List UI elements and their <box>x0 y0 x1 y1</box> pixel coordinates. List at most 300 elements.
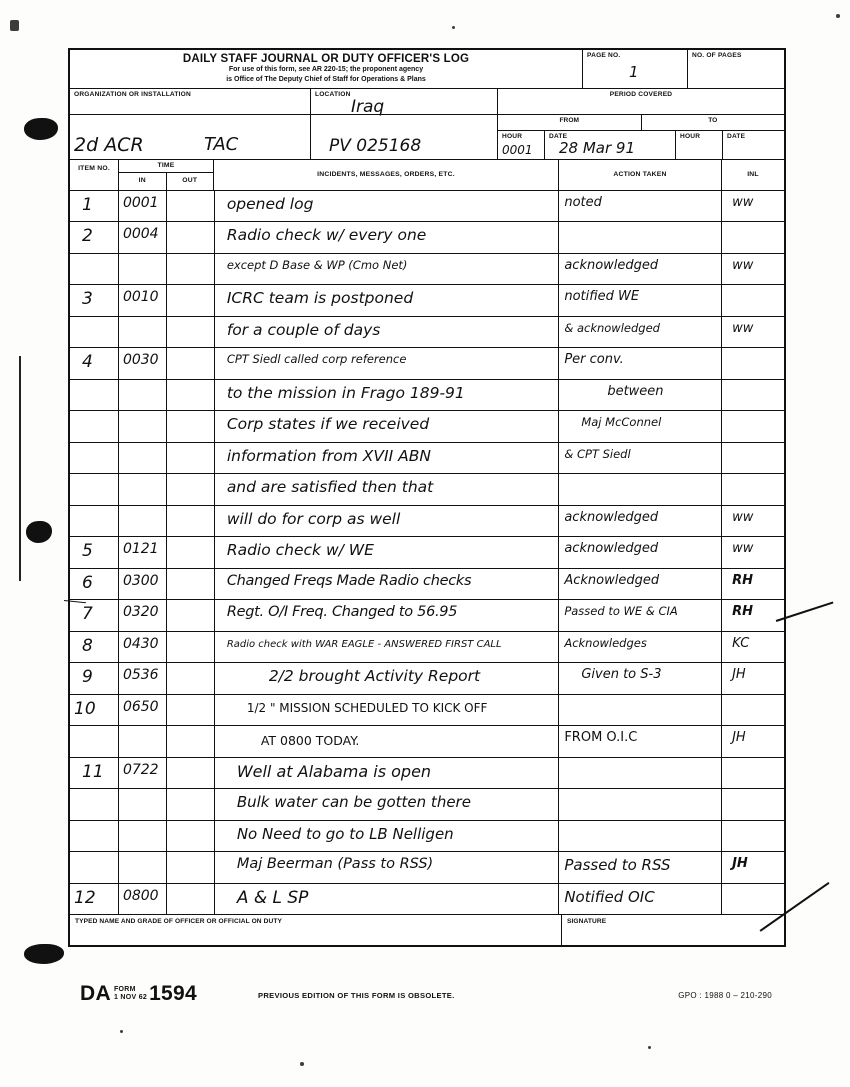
cell-action <box>559 443 722 474</box>
scan-speckle-2 <box>836 14 840 18</box>
cell-incident <box>215 821 560 852</box>
form-header-captions <box>70 89 784 115</box>
cell-time-in <box>119 600 167 631</box>
to-hour-cell <box>676 131 723 159</box>
cell-action <box>559 663 722 694</box>
item-no-value: 1 <box>82 194 93 215</box>
cell-incident <box>215 191 560 222</box>
inl-value: JH <box>732 856 748 871</box>
scan-speckle-3 <box>300 1062 304 1066</box>
table-row <box>70 317 784 349</box>
cell-item-no <box>70 191 119 222</box>
cell-time-in <box>119 317 167 348</box>
cell-action <box>559 789 722 820</box>
cell-time-in <box>119 537 167 568</box>
cell-incident <box>215 443 560 474</box>
cell-time-out <box>167 600 215 631</box>
table-row <box>70 285 784 317</box>
cell-time-in <box>119 411 167 442</box>
cell-inl <box>722 537 784 568</box>
table-row <box>70 695 784 727</box>
from-date-value: 28 Mar 91 <box>559 138 636 157</box>
cell-time-in <box>119 663 167 694</box>
inl-value: ww <box>732 509 754 525</box>
period-caption: PERIOD COVERED <box>609 91 673 98</box>
action-value: acknowledged <box>564 509 659 525</box>
period-covered <box>498 115 784 159</box>
cell-time-in <box>119 695 167 726</box>
cell-action <box>559 569 722 600</box>
inl-value: KC <box>732 635 750 651</box>
cell-time-out <box>167 884 215 915</box>
cell-inl <box>722 852 784 883</box>
time-in-value: 0010 <box>122 289 159 305</box>
scan-blot-mid-left <box>26 521 52 543</box>
item-no-value: 9 <box>82 667 93 687</box>
item-no-value: 6 <box>82 572 93 593</box>
item-no-value: 4 <box>82 352 93 372</box>
cell-time-out <box>167 254 215 285</box>
cell-time-in <box>119 726 167 757</box>
incident-value: Bulk water can be gotten there <box>236 793 471 811</box>
cell-action <box>559 411 722 442</box>
column-header-incidents: INCIDENTS, MESSAGES, ORDERS, ETC. <box>214 160 559 190</box>
typed-name-caption: TYPED NAME AND GRADE OF OFFICER OR OFFICIAL ON DUTY <box>75 918 282 925</box>
no-of-pages-caption: NO. OF PAGES <box>692 52 742 59</box>
column-header-time-subcols <box>119 173 213 190</box>
cell-action <box>559 821 722 852</box>
cell-item-no <box>70 789 119 820</box>
cell-action <box>559 726 722 757</box>
cell-item-no <box>70 474 119 505</box>
item-no-value: 5 <box>82 541 93 561</box>
cell-incident <box>215 411 560 442</box>
inl-value: ww <box>732 257 754 273</box>
cell-inl <box>722 474 784 505</box>
signature-cell <box>562 915 784 945</box>
cell-action <box>559 191 722 222</box>
item-no-value: 7 <box>82 604 93 624</box>
cell-inl <box>722 348 784 379</box>
cell-item-no <box>70 726 119 757</box>
cell-incident <box>215 285 560 316</box>
action-value: & CPT Siedl <box>564 446 631 461</box>
cell-item-no <box>70 600 119 631</box>
table-row <box>70 726 784 758</box>
form-subtitle-line1: For use of this form, see AR 220-15; the proponent agency <box>228 66 424 73</box>
org-value-secondary: TAC <box>204 133 239 155</box>
cell-action <box>559 695 722 726</box>
cell-item-no <box>70 348 119 379</box>
scan-speckle-1 <box>10 20 19 31</box>
column-header-time-label: TIME <box>119 160 213 173</box>
form-number: 1594 <box>149 982 197 1005</box>
cell-time-out <box>167 726 215 757</box>
cell-time-out <box>167 411 215 442</box>
time-in-value: 0004 <box>122 226 159 242</box>
incident-value: ICRC team is postponed <box>226 289 414 307</box>
cell-action <box>559 474 722 505</box>
cell-item-no <box>70 569 119 600</box>
incident-value: will do for corp as well <box>226 509 401 528</box>
from-hour-cell <box>498 131 545 159</box>
incident-value: for a couple of days <box>226 320 381 339</box>
cell-time-in <box>119 222 167 253</box>
cell-time-out <box>167 474 215 505</box>
incident-value: 2/2 brought Activity Report <box>268 667 481 685</box>
from-date-cell <box>545 131 676 159</box>
cell-inl <box>722 600 784 631</box>
action-value: Notified OIC <box>564 887 655 906</box>
incident-value: AT 0800 TODAY. <box>260 733 360 748</box>
incident-value: Radio check w/ WE <box>226 541 374 559</box>
table-row <box>70 663 784 695</box>
incident-value: Corp states if we received <box>226 415 430 433</box>
incident-value: Maj Beerman (Pass to RSS) <box>236 856 434 872</box>
action-value: Passed to WE & CIA <box>564 604 678 618</box>
incident-value: and are satisfied then that <box>226 478 434 496</box>
incident-value: opened log <box>226 194 314 213</box>
cell-time-out <box>167 821 215 852</box>
cell-item-no <box>70 506 119 537</box>
incident-value: Radio check with WAR EAGLE - ANSWERED FIRST CALL <box>226 638 502 650</box>
table-row <box>70 222 784 254</box>
table-row <box>70 443 784 475</box>
cell-time-out <box>167 443 215 474</box>
time-in-value: 0536 <box>122 667 159 683</box>
time-in-value: 0001 <box>122 194 159 211</box>
cell-time-in <box>119 632 167 663</box>
cell-incident <box>215 600 560 631</box>
item-no-value: 2 <box>82 226 93 246</box>
table-row <box>70 600 784 632</box>
table-row <box>70 537 784 569</box>
incident-value: except D Base & WP (Cmo Net) <box>226 257 408 272</box>
inl-value: JH <box>732 730 746 745</box>
incident-value: A & L SP <box>236 887 309 908</box>
table-row <box>70 758 784 790</box>
cell-inl <box>722 254 784 285</box>
org-value: 2d ACR <box>74 133 144 156</box>
cell-inl <box>722 789 784 820</box>
org-caption: ORGANIZATION OR INSTALLATION <box>74 91 191 98</box>
cell-time-in <box>119 852 167 883</box>
cell-item-no <box>70 663 119 694</box>
cell-inl <box>722 317 784 348</box>
time-in-value: 0320 <box>122 604 159 620</box>
incident-value: CPT Siedl called corp reference <box>226 352 407 366</box>
table-row <box>70 884 784 915</box>
cell-action <box>559 852 722 883</box>
from-hour-caption: HOUR <box>502 132 523 140</box>
cell-item-no <box>70 537 119 568</box>
column-header-out: OUT <box>182 176 198 184</box>
form-identification-line <box>68 980 782 1014</box>
cell-time-out <box>167 348 215 379</box>
cell-item-no <box>70 443 119 474</box>
form-subtitle-line2: is Office of The Deputy Chief of Staff for Operations & Plans <box>226 75 426 83</box>
cell-action <box>559 254 722 285</box>
period-caption-cell <box>498 89 784 115</box>
scan-edge-line-left <box>19 356 21 581</box>
da-label: DA <box>80 982 111 1005</box>
cell-inl <box>722 758 784 789</box>
cell-inl <box>722 285 784 316</box>
time-in-value: 0722 <box>122 761 159 778</box>
cell-action <box>559 537 722 568</box>
page-no-caption: PAGE NO. <box>587 52 621 59</box>
cell-time-in <box>119 569 167 600</box>
table-row <box>70 254 784 286</box>
to-date-caption: DATE <box>727 132 746 140</box>
typed-name-cell <box>70 915 562 945</box>
action-value: acknowledged <box>564 541 659 556</box>
cell-time-out <box>167 380 215 411</box>
inl-value: RH <box>732 572 753 588</box>
action-value: & acknowledged <box>564 320 660 335</box>
scan-speckle-4 <box>120 1030 123 1033</box>
action-value: notified WE <box>564 289 640 304</box>
period-from-to-values <box>498 131 784 159</box>
cell-item-no <box>70 821 119 852</box>
table-row <box>70 380 784 412</box>
time-in-value: 0030 <box>122 352 159 368</box>
form-header <box>70 50 784 89</box>
item-no-value: 8 <box>82 635 93 656</box>
incident-value: information from XVII ABN <box>226 446 431 465</box>
cell-inl <box>722 726 784 757</box>
column-header-action-taken: ACTION TAKEN <box>559 160 722 190</box>
to-hour-caption: HOUR <box>680 132 701 140</box>
cell-inl <box>722 884 784 915</box>
column-header-time <box>119 160 214 190</box>
cell-item-no <box>70 884 119 915</box>
table-row <box>70 348 784 380</box>
time-in-value: 0300 <box>122 572 159 589</box>
incident-value: No Need to go to LB Nelligen <box>236 824 454 843</box>
cell-time-out <box>167 537 215 568</box>
cell-time-out <box>167 789 215 820</box>
cell-item-no <box>70 852 119 883</box>
cell-action <box>559 348 722 379</box>
time-in-value: 0650 <box>122 698 159 715</box>
cell-inl <box>722 443 784 474</box>
cell-inl <box>722 569 784 600</box>
cell-incident <box>215 663 560 694</box>
cell-incident <box>215 852 560 883</box>
table-column-headers <box>70 160 784 191</box>
cell-time-in <box>119 285 167 316</box>
from-hour-value: 0001 <box>502 142 533 157</box>
cell-inl <box>722 632 784 663</box>
cell-time-out <box>167 285 215 316</box>
column-header-in: IN <box>119 173 167 190</box>
no-of-pages-cell <box>688 50 784 88</box>
cell-time-in <box>119 348 167 379</box>
cell-inl <box>722 380 784 411</box>
action-value: Acknowledged <box>564 572 660 588</box>
cell-time-in <box>119 443 167 474</box>
action-value: noted <box>564 194 602 210</box>
location-caption-cell <box>311 89 498 115</box>
form-date: 1 NOV 62 <box>113 994 148 1002</box>
cell-item-no <box>70 222 119 253</box>
cell-inl <box>722 695 784 726</box>
cell-inl <box>722 506 784 537</box>
from-caption: FROM <box>498 115 642 130</box>
cell-incident <box>215 222 560 253</box>
cell-incident <box>215 254 560 285</box>
cell-incident <box>215 726 560 757</box>
cell-item-no <box>70 285 119 316</box>
cell-time-out <box>167 852 215 883</box>
table-row <box>70 852 784 884</box>
item-no-value: 11 <box>82 761 104 782</box>
time-in-value: 0800 <box>122 887 159 904</box>
incident-value: Regt. O/I Freq. Changed to 56.95 <box>226 604 458 620</box>
cell-item-no <box>70 411 119 442</box>
action-value: between <box>607 383 664 399</box>
cell-incident <box>215 474 560 505</box>
action-value: Maj McConnel <box>581 415 662 429</box>
form-word: FORM <box>113 986 136 994</box>
cell-inl <box>722 663 784 694</box>
cell-action <box>559 317 722 348</box>
cell-time-in <box>119 789 167 820</box>
cell-time-out <box>167 317 215 348</box>
cell-action <box>559 884 722 915</box>
time-in-value: 0430 <box>122 635 159 652</box>
table-row <box>70 821 784 853</box>
cell-time-out <box>167 663 215 694</box>
scan-speckle-5 <box>648 1046 651 1049</box>
cell-time-out <box>167 569 215 600</box>
cell-action <box>559 632 722 663</box>
cell-inl <box>722 222 784 253</box>
org-value-cell <box>70 115 311 159</box>
to-caption: TO <box>708 116 718 124</box>
action-value: Per conv. <box>564 352 624 367</box>
cell-time-in <box>119 474 167 505</box>
cell-action <box>559 506 722 537</box>
cell-incident <box>215 317 560 348</box>
inl-value: JH <box>732 667 746 682</box>
cell-time-out <box>167 695 215 726</box>
log-entries <box>70 191 784 915</box>
table-row <box>70 506 784 538</box>
cell-time-in <box>119 254 167 285</box>
cell-incident <box>215 695 560 726</box>
table-row <box>70 569 784 601</box>
cell-time-in <box>119 884 167 915</box>
cell-inl <box>722 821 784 852</box>
incident-value: Radio check w/ every one <box>226 226 427 244</box>
inl-value: ww <box>732 194 754 210</box>
cell-time-out <box>167 222 215 253</box>
cell-incident <box>215 632 560 663</box>
cell-inl <box>722 191 784 222</box>
form-title-block <box>70 50 583 88</box>
cell-time-in <box>119 380 167 411</box>
cell-action <box>559 222 722 253</box>
to-date-cell <box>723 131 784 159</box>
incident-value: Changed Freqs Made Radio checks <box>226 572 472 589</box>
cell-time-in <box>119 191 167 222</box>
location-value-country: Iraq <box>351 96 385 117</box>
cell-incident <box>215 506 560 537</box>
cell-incident <box>215 537 560 568</box>
table-row <box>70 789 784 821</box>
cell-time-out <box>167 758 215 789</box>
cell-time-in <box>119 758 167 789</box>
cell-incident <box>215 758 560 789</box>
cell-item-no <box>70 695 119 726</box>
table-row <box>70 411 784 443</box>
da-form-1594 <box>68 48 786 947</box>
item-no-value: 10 <box>74 698 96 719</box>
location-value-grid: PV 025168 <box>329 135 422 156</box>
cell-action <box>559 380 722 411</box>
inl-value: ww <box>732 320 754 336</box>
cell-action <box>559 600 722 631</box>
column-header-item-no: ITEM NO. <box>70 160 119 190</box>
cell-incident <box>215 789 560 820</box>
cell-action <box>559 285 722 316</box>
cell-time-in <box>119 821 167 852</box>
scan-speckle-6 <box>452 26 455 29</box>
gpo-imprint: GPO : 1988 0 – 210-290 <box>678 991 772 1000</box>
cell-action <box>559 758 722 789</box>
signature-caption: SIGNATURE <box>567 918 607 925</box>
item-no-value: 3 <box>82 289 93 309</box>
column-header-inl: INL <box>747 170 759 178</box>
from-date-caption: DATE <box>549 132 568 140</box>
action-value: acknowledged <box>564 257 659 273</box>
item-no-value: 12 <box>74 887 96 908</box>
cell-incident <box>215 884 560 915</box>
page-no-value: 1 <box>629 63 639 81</box>
incident-value: 1/2 " MISSION SCHEDULED TO KICK OFF <box>246 700 488 715</box>
action-value: Acknowledges <box>564 635 647 650</box>
cell-time-in <box>119 506 167 537</box>
cell-item-no <box>70 632 119 663</box>
cell-inl <box>722 411 784 442</box>
da-form-number <box>80 982 197 1006</box>
action-value: Given to S-3 <box>581 667 662 682</box>
incident-value: Well at Alabama is open <box>236 761 432 781</box>
cell-incident <box>215 348 560 379</box>
incident-value: to the mission in Frago 189-91 <box>226 383 465 402</box>
form-footer <box>70 914 784 945</box>
table-row <box>70 632 784 664</box>
location-value-cell <box>311 96 498 159</box>
inl-value: RH <box>732 604 753 619</box>
time-in-value: 0121 <box>122 541 159 557</box>
cell-incident <box>215 380 560 411</box>
inl-value: ww <box>732 541 754 556</box>
form-title: DAILY STAFF JOURNAL OR DUTY OFFICER'S LOG <box>182 53 470 65</box>
previous-edition-note: PREVIOUS EDITION OF THIS FORM IS OBSOLETE. <box>258 991 455 1000</box>
table-row <box>70 191 784 223</box>
page-no-cell <box>583 50 688 88</box>
scan-blot-bottom-left <box>24 944 64 964</box>
table-row <box>70 474 784 506</box>
cell-time-out <box>167 632 215 663</box>
form-header-values <box>70 96 784 160</box>
cell-incident <box>215 569 560 600</box>
period-from-to-captions <box>498 115 784 131</box>
cell-item-no <box>70 317 119 348</box>
